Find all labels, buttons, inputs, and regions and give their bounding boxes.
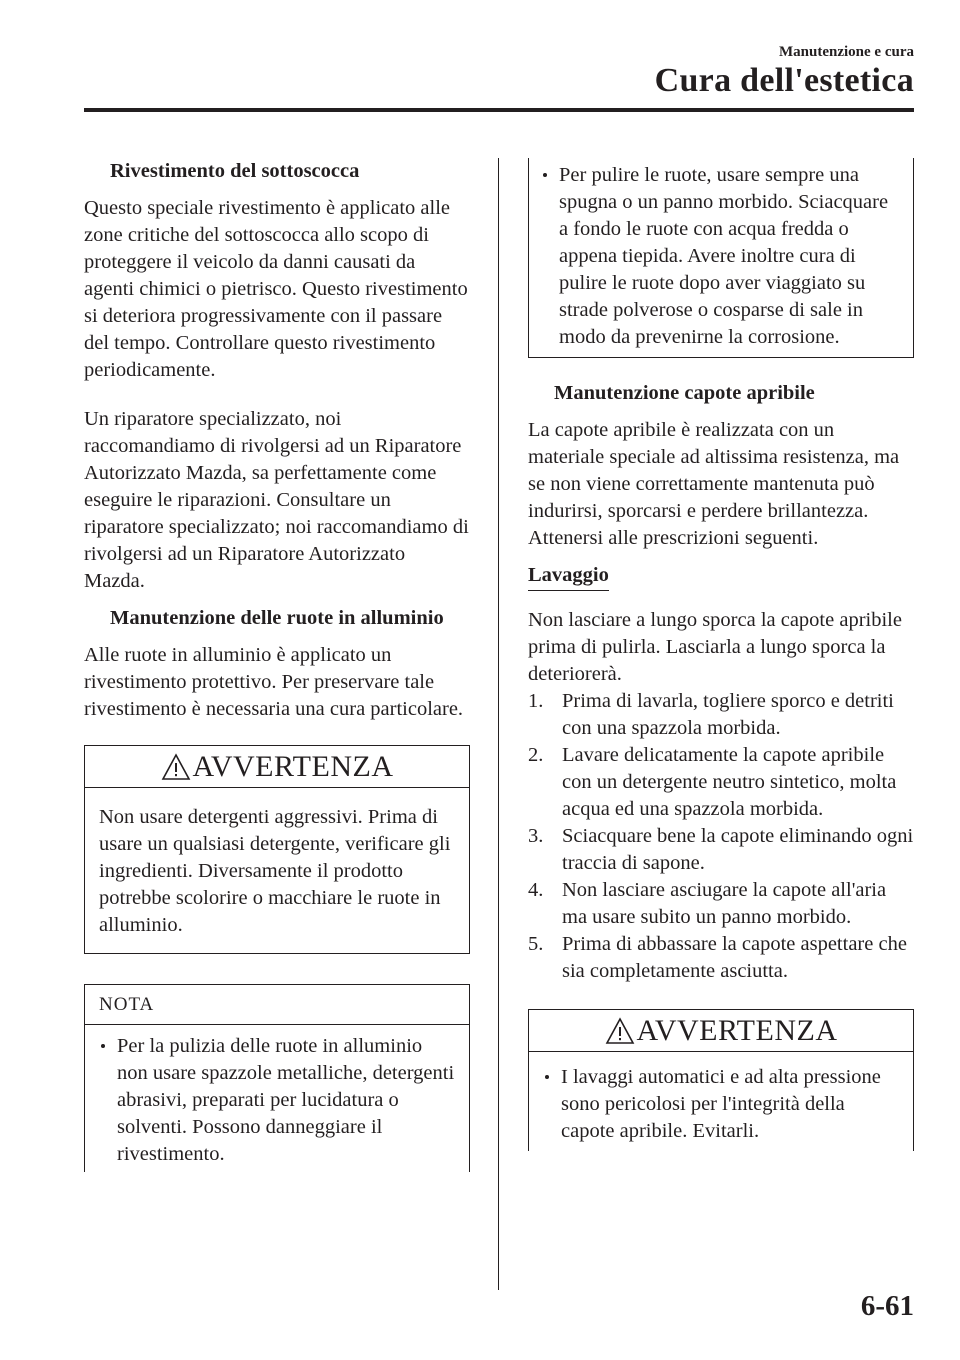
- washing-steps-list: [528, 688, 914, 985]
- bullet-dot-icon: [101, 1044, 105, 1048]
- section-title-underbody: Rivestimento del sottoscocca: [110, 160, 360, 182]
- paragraph-washing: Non lasciare a lungo sporca la capote apribile prima di pulirla. Lasciarla a lungo sporca la deteriorerà.: [528, 609, 902, 685]
- section-title-soft-top: Manutenzione capote apribile: [554, 382, 815, 404]
- note-bullet-text: Per la pulizia delle ruote in alluminio non usare spazzole metalliche, detergenti abrasivi, preparati per lucidatura o solventi. Possono danneggiare il rivestimento.: [117, 1035, 455, 1165]
- warning-triangle-icon: [605, 1017, 635, 1045]
- list-item: 4. Non lasciare asciugare la capote all'aria ma usare subito un panno morbido.: [528, 879, 887, 928]
- bullet-dot-icon: [543, 173, 547, 177]
- note-header: NOTA: [85, 985, 469, 1025]
- paragraph-alloy-wheels: Alle ruote in alluminio è applicato un rivestimento protettivo. Per preservare tale rivestimento è necessaria una cura particolare.: [84, 644, 464, 720]
- paragraph-underbody-1: Questo speciale rivestimento è applicato alle zone critiche del sottoscocca allo scopo di proteggere il veicolo da danni causati da agenti chimici o pietrisco. Questo rivestimento si deteriora progressivamente con il passare del tempo. Controllare questo rivestimento periodicamente.: [84, 197, 468, 381]
- warning-header: [85, 746, 469, 788]
- warning-bullet: [543, 1064, 899, 1145]
- note-box-continued: [528, 158, 914, 358]
- note-bullet-continued: [541, 162, 901, 351]
- chapter-label: Manutenzione e cura: [779, 44, 914, 60]
- warning-header: [529, 1010, 913, 1052]
- subsection-title-washing: Lavaggio: [528, 562, 609, 591]
- warning-triangle-icon: [161, 753, 191, 781]
- paragraph-soft-top: La capote apribile è realizzata con un materiale speciale ad altissima resistenza, ma se non viene correttamente mantenuta può indurirsi, sporcarsi e perdere brillantezza. Attenersi alle prescrizioni seguenti.: [528, 419, 900, 549]
- list-item: 3. Sciacquare bene la capote eliminando ogni traccia di sapone.: [528, 825, 914, 874]
- note-bullet-continued-text: Per pulire le ruote, usare sempre una spugna o un panno morbido. Sciacquare a fondo le ruote con acqua fredda o appena tiepida. Avere inoltre cura di pulire le ruote dopo aver viaggiato su strade polverose o cosparse di sale in modo da prevenirne la corrosione.: [559, 164, 889, 348]
- warning-box-wheels: [84, 745, 470, 954]
- right-column: [528, 158, 914, 1151]
- list-item: 5. Prima di abbassare la capote aspettare che sia completamente asciutta.: [528, 933, 907, 982]
- column-divider: [498, 158, 499, 1290]
- note-box-wheels: [84, 984, 470, 1172]
- header-rule: [84, 108, 914, 112]
- page-title: Cura dell'estetica: [654, 62, 914, 99]
- bullet-dot-icon: [545, 1075, 549, 1079]
- warning-box-soft-top: [528, 1009, 914, 1151]
- page-number: 6-61: [860, 1290, 914, 1322]
- note-bullet: [99, 1033, 457, 1168]
- section-title-alloy-wheels: Manutenzione delle ruote in alluminio: [110, 607, 444, 629]
- list-item: 1. Prima di lavarla, togliere sporco e detriti con una spazzola morbida.: [528, 690, 894, 739]
- list-item: 2. Lavare delicatamente la capote apribile con un detergente neutro sintetico, molta acqua ed una spazzola morbida.: [528, 744, 897, 820]
- warning-title: AVVERTENZA: [636, 1013, 838, 1047]
- warning-text: Non usare detergenti aggressivi. Prima di usare un qualsiasi detergente, verificare gli ingredienti. Diversamente il prodotto potrebbe scolorire o macchiare le ruote in alluminio.: [99, 806, 451, 936]
- paragraph-underbody-2: Un riparatore specializzato, noi raccomandiamo di rivolgersi ad un Riparatore Autorizzato Mazda, sa perfettamente come eseguire le riparazioni. Consultare un riparatore specializzato; noi raccomandiamo di rivolgersi ad un Riparatore Autorizzato Mazda.: [84, 408, 469, 592]
- warning-title: AVVERTENZA: [192, 749, 394, 783]
- left-column: [84, 158, 470, 1172]
- warning-bullet-text: I lavaggi automatici e ad alta pressione sono pericolosi per l'integrità della capote apribile. Evitarli.: [561, 1066, 881, 1142]
